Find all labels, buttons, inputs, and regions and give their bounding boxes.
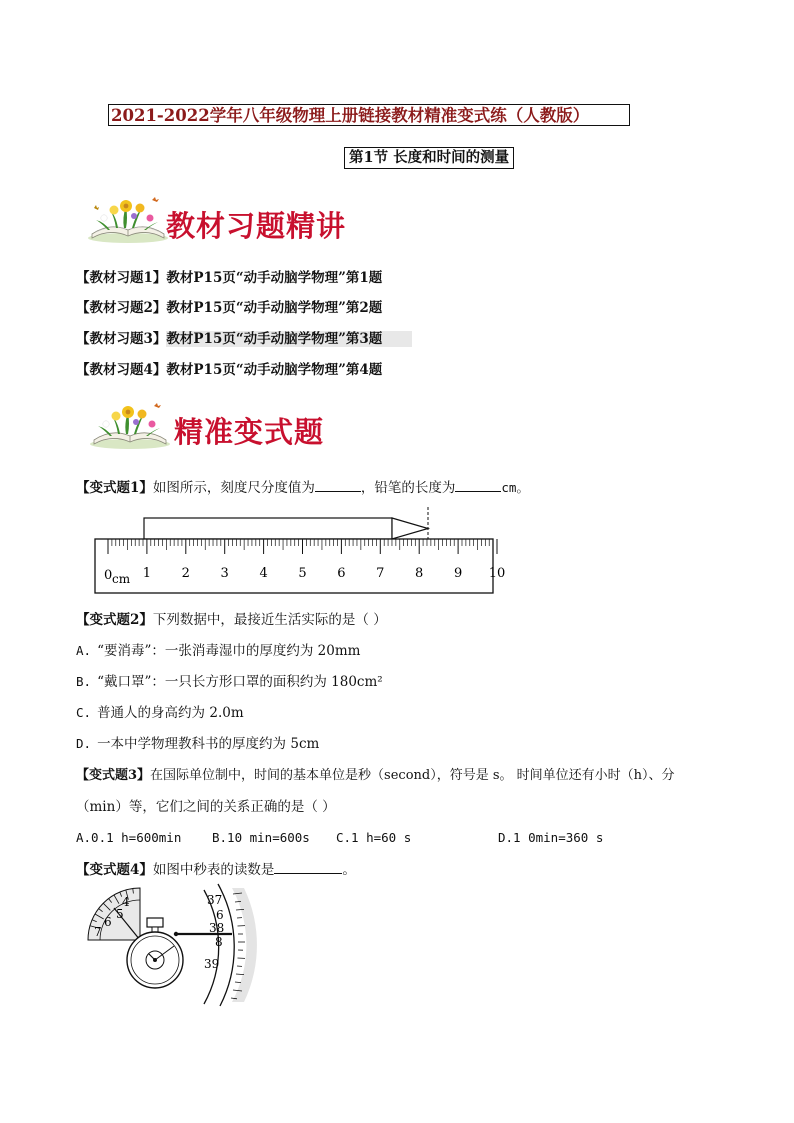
option-text: 一本中学物理教科书的厚度约为 5cm (97, 736, 320, 752)
question-text: 。 (342, 862, 356, 878)
option-text: A.0.1 h=600min (76, 830, 182, 845)
question-tag: 【变式题2】 (76, 612, 153, 628)
textbook-item (76, 298, 382, 318)
question-text: 如图中秒表的读数是 (152, 862, 275, 878)
minute-label: 6 (104, 915, 112, 929)
option-d[interactable] (76, 734, 319, 754)
question-1 (76, 477, 529, 498)
option-letter: B. (76, 674, 92, 689)
stopwatch-crown (147, 918, 163, 927)
question-text: ，铅笔的长度为 (360, 480, 456, 496)
question-tag: 【变式题1】 (76, 480, 153, 496)
option-text: D.1 0min=360 s (498, 830, 604, 845)
textbook-item (76, 360, 382, 380)
ruler-pencil-figure (92, 505, 506, 595)
option-letter: C. (76, 705, 92, 720)
item-text: 教材P15页“动手动脑学物理”第3题 (166, 331, 412, 347)
pencil-body (144, 518, 392, 539)
question-text: 如图所示，刻度尺分度值为 (152, 480, 315, 496)
question-text: （min）等，它们之间的关系正确的是（ ） (76, 799, 336, 815)
item-tag: 【教材习题3】 (76, 331, 167, 347)
second-label: 39 (204, 957, 220, 971)
item-text: 教材P15页“动手动脑学物理”第2题 (166, 300, 383, 316)
option-letter: D. (76, 736, 92, 751)
ruler-unit-label: cm (112, 572, 131, 586)
ruler-body (95, 539, 493, 593)
ruler-label: 6 (337, 566, 346, 581)
option-letter: A. (76, 643, 92, 658)
textbook-item (76, 268, 382, 288)
second-label: 6 (216, 908, 224, 922)
textbook-item (76, 329, 412, 349)
option-c[interactable] (76, 703, 244, 723)
answer-blank[interactable] (455, 477, 501, 492)
item-tag: 【教材习题1】 (76, 270, 167, 286)
ruler-label: 8 (415, 566, 424, 581)
answer-blank[interactable] (274, 859, 342, 874)
answer-blank[interactable] (315, 477, 361, 492)
pencil-tip (392, 518, 428, 539)
textbook-exercises-heading: 教材习题精讲 (166, 209, 347, 243)
ruler-zero-label: 0 (104, 568, 113, 583)
item-text: 教材P15页“动手动脑学物理”第4题 (166, 362, 383, 378)
second-label: 8 (215, 935, 223, 949)
ruler-label: 7 (376, 566, 385, 581)
ruler-label: 5 (298, 566, 307, 581)
ruler-label: 9 (453, 566, 463, 581)
minute-label: 4 (122, 895, 130, 909)
minute-label: 5 (116, 907, 124, 921)
question-4 (76, 859, 356, 880)
item-text: 教材P15页“动手动脑学物理”第1题 (166, 270, 383, 286)
second-label: 38 (209, 921, 225, 935)
option-b[interactable] (212, 828, 310, 848)
question-text: cm。 (501, 480, 529, 495)
book-flower-icon (88, 400, 172, 450)
question-text: 在国际单位制中，时间的基本单位是秒（second），符号是 s。 时间单位还有小时（h）、分 (150, 768, 675, 783)
document-title: 2021-2022学年八年级物理上册链接教材精准变式练（人教版） (108, 104, 630, 126)
second-label: 37 (207, 893, 223, 907)
option-text: C.1 h=60 s (336, 830, 412, 845)
ruler-label: 4 (259, 566, 268, 581)
option-text: “戴口罩”：一只长方形口罩的面积约为 180cm² (97, 674, 383, 690)
question-text: 下列数据中，最接近生活实际的是（ ） (152, 612, 387, 628)
question-tag: 【变式题4】 (76, 862, 153, 878)
minute-label: 7 (94, 925, 102, 939)
question-tag: 【变式题3】 (76, 768, 151, 783)
ruler-label: 1 (142, 566, 152, 581)
stopwatch-figure (84, 884, 256, 1006)
option-b[interactable] (76, 672, 383, 692)
option-c[interactable] (336, 828, 411, 848)
question-3 (76, 766, 675, 786)
book-flower-icon (86, 194, 170, 244)
option-text: B.10 min=600s (212, 830, 310, 845)
question-3-line2 (76, 797, 336, 817)
ruler-label: 2 (181, 566, 190, 581)
option-text: 普通人的身高约为 2.0m (97, 705, 244, 721)
item-tag: 【教材习题4】 (76, 362, 167, 378)
ruler-label: 10 (488, 566, 506, 581)
option-a[interactable] (76, 828, 181, 848)
option-text: “要消毒”：一张消毒湿巾的厚度约为 20mm (97, 643, 361, 659)
question-2 (76, 610, 387, 630)
section-title: 第1节 长度和时间的测量 (344, 147, 514, 169)
option-a[interactable] (76, 641, 360, 661)
option-d[interactable] (498, 828, 603, 848)
ruler-label: 3 (220, 566, 229, 581)
item-tag: 【教材习题2】 (76, 300, 167, 316)
variant-questions-heading: 精准变式题 (174, 415, 325, 449)
